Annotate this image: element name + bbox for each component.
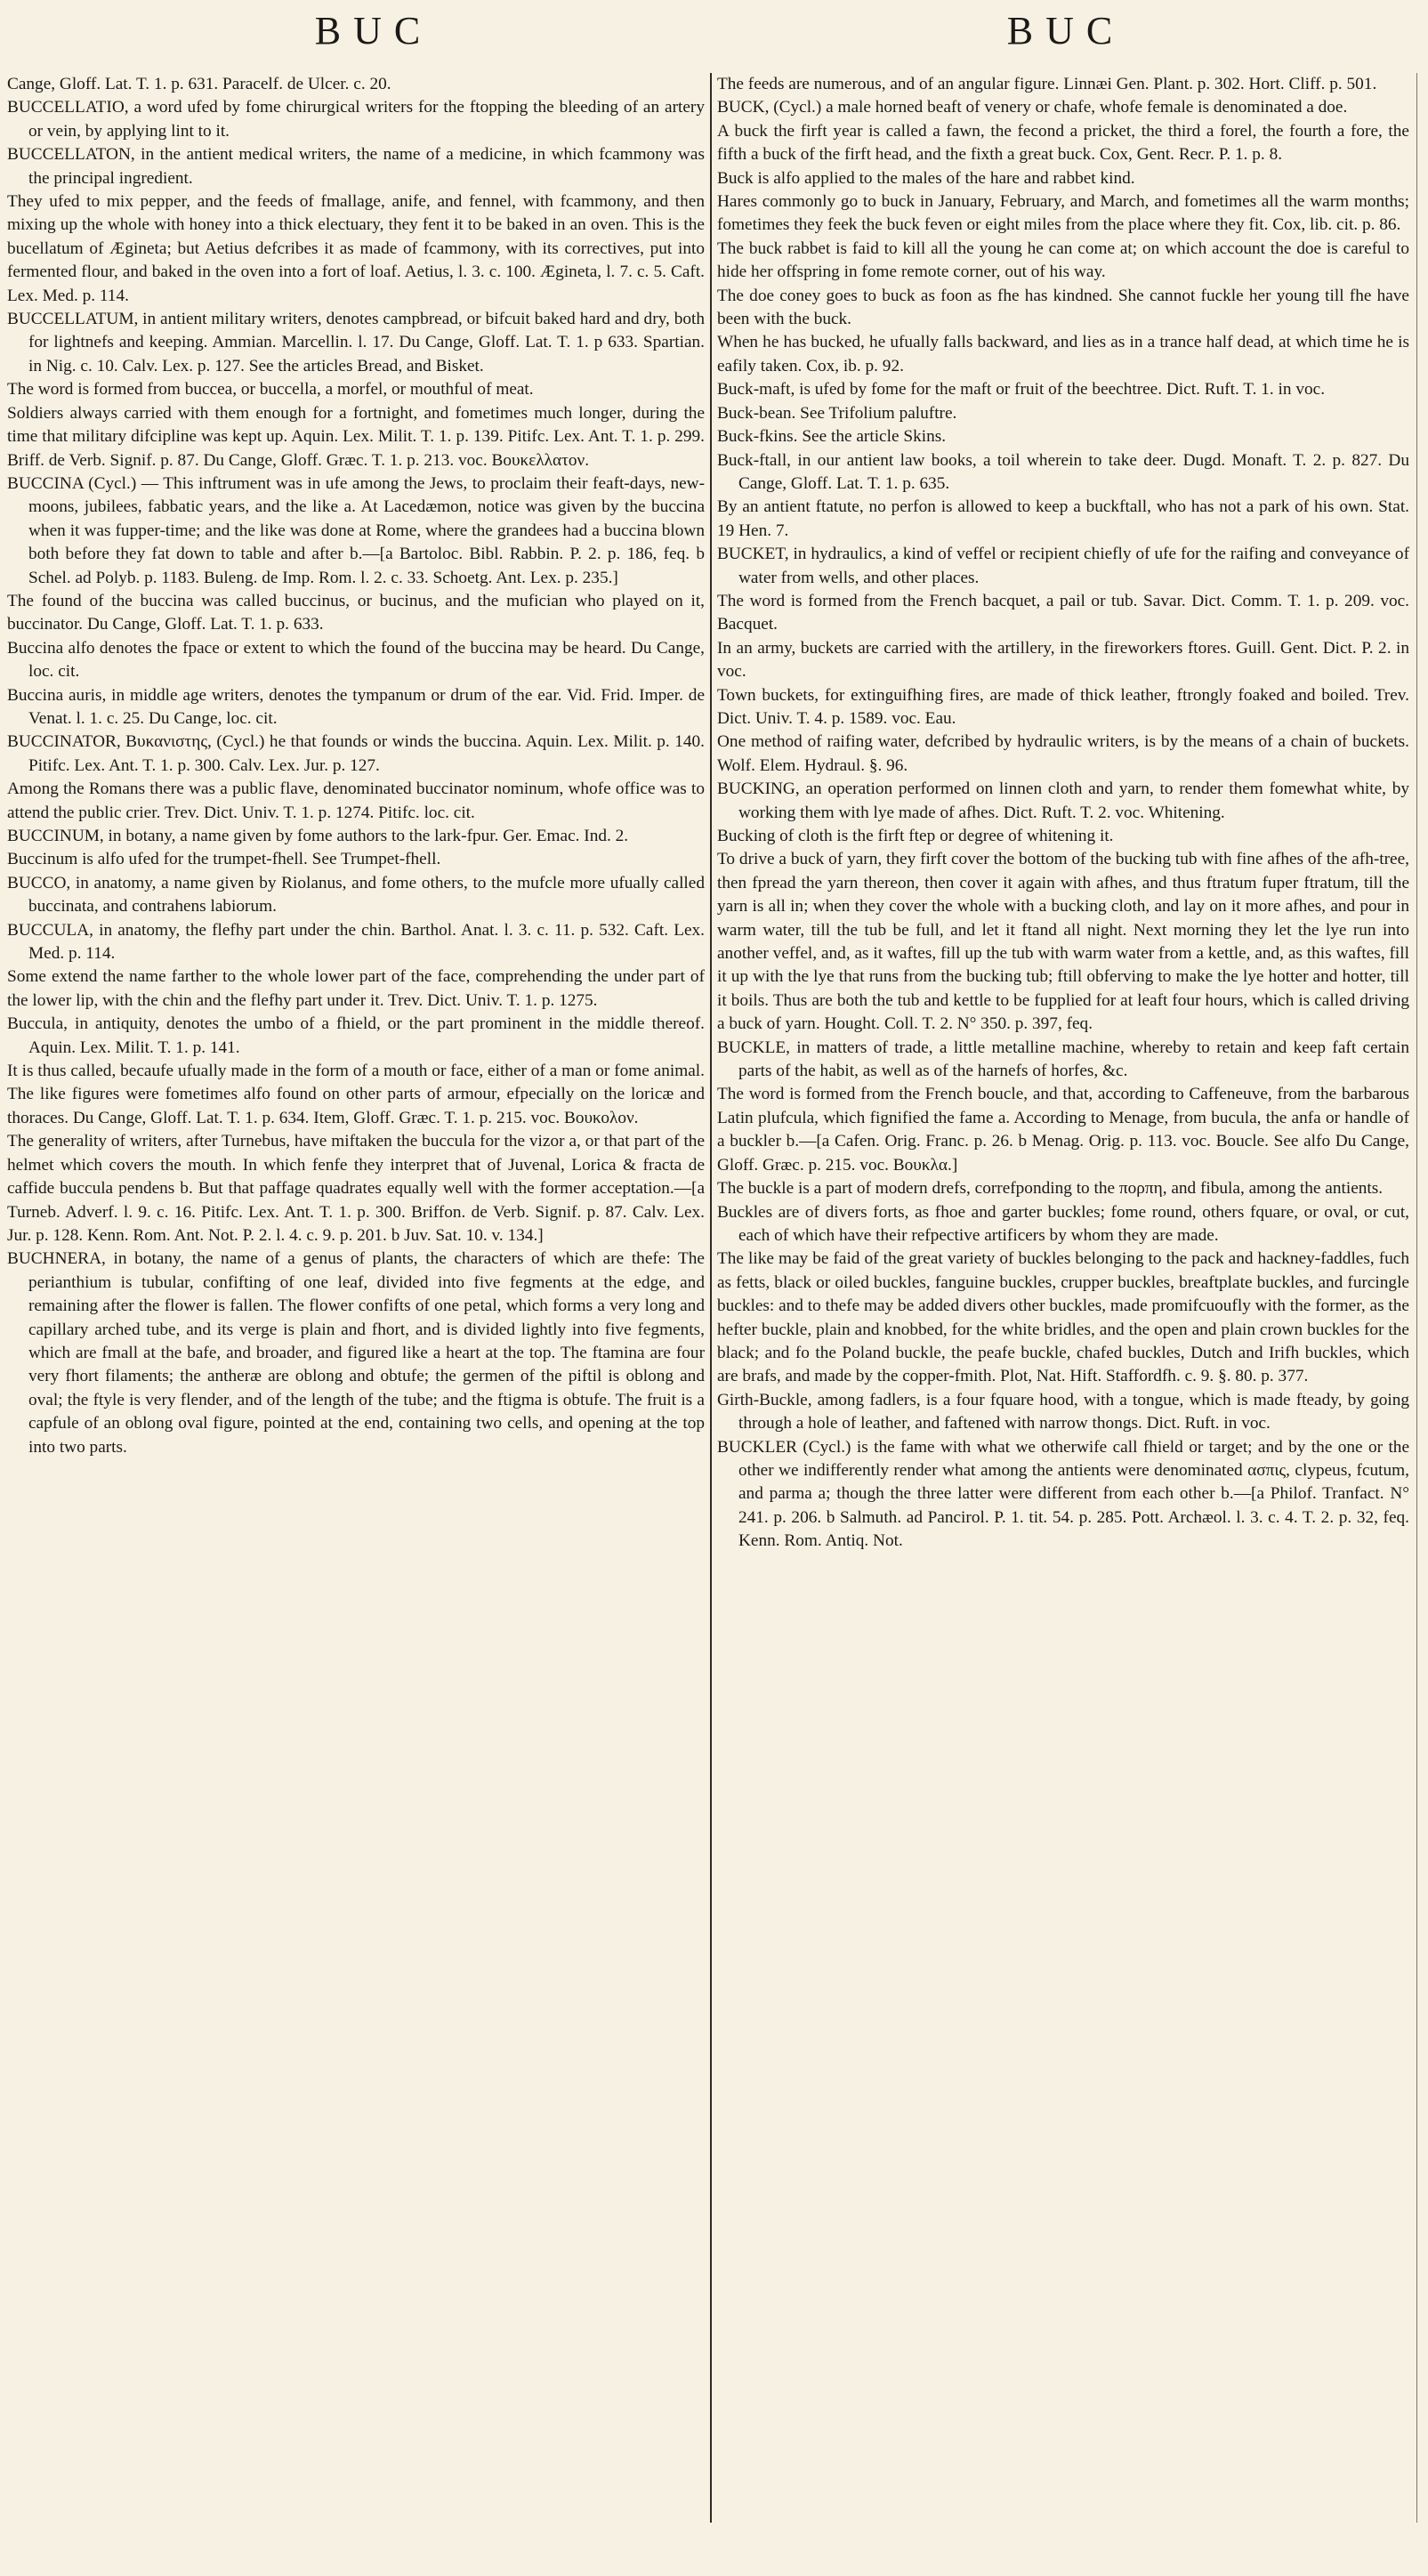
entry-paragraph: Hares commonly go to buck in January, February, and March, and fometimes all the warm months; fometimes they feek the buck feven or eight miles from the place where they fit. Cox, lib. cit. p. 86. <box>717 192 1409 235</box>
entry-paragraph: Among the Romans there was a public flave, denominated buccinator nominum, whofe office was to attend the public crier. Trev. Dict. Univ. T. 1. p. 1274. Pitifc. loc. cit. <box>7 779 705 822</box>
entry-paragraph: BUCCELLATIO, a word ufed by fome chirurgical writers for the ftopping the bleeding of an artery or vein, by applying lint to it. <box>7 98 705 141</box>
left-column <box>7 73 705 2558</box>
entry-paragraph: In an army, buckets are carried with the artillery, in the fireworkers ftores. Guill. Gent. Dict. P. 2. in voc. <box>717 638 1409 682</box>
entry-paragraph: Girth-Buckle, among fadlers, is a four fquare hood, with a tongue, which is made fteady, by going through a hole of leather, and faftened with narrow thongs. Dict. Ruft. in voc. <box>717 1390 1409 1433</box>
entry-paragraph: The buck rabbet is faid to kill all the young he can come at; on which account the doe is careful to hide her offspring in fome remote corner, out of his way. <box>717 238 1409 282</box>
entry-paragraph: Buck-maft, is ufed by fome for the maft or fruit of the beechtree. Dict. Ruft. T. 1. in voc. <box>717 380 1326 400</box>
entry-paragraph: Buck-fkins. See the article Skins. <box>717 427 947 447</box>
entry-paragraph: Soldiers always carried with them enough for a fortnight, and fometimes much longer, during the time that military difcipline was kept up. Aquin. Lex. Milit. T. 1. p. 139. Pitifc. Lex. Ant. T. 1. p. 299. Briff. de Verb. Signif. p. 87. Du Cange, Gloff. Græc. T. 1. p. 213. voc. Βουκελλατον. <box>7 403 705 470</box>
entry-paragraph: BUCCINATOR, Βυκανιστης, (Cycl.) he that founds or winds the buccina. Aquin. Lex. Milit. p. 140. Pitifc. Lex. Ant. T. 1. p. 300. Calv. Lex. Jur. p. 127. <box>7 732 705 775</box>
entry-paragraph: BUCCINUM, in botany, a name given by fome authors to the lark-fpur. Ger. Emac. Ind. 2. <box>7 827 629 845</box>
entry-paragraph: The generality of writers, after Turnebus, have miftaken the buccula for the vizor a, or that part of the helmet which covers the mouth. In which fenfe they interpret that of Juvenal, Lorica & fracta de caffide buccula pendens b. But that paffage quadrates equally well with the former acceptation.—[a Turneb. Adverf. l. 9. c. 16. Pitifc. Lex. Ant. T. 1. p. 300. Briffon. de Verb. Signif. p. 87. Calv. Lex. Jur. p. 128. Kenn. Rom. Ant. Not. P. 2. l. 4. c. 9. p. 201. b Juv. Sat. 10. v. 134.] <box>7 1132 705 1245</box>
entry-paragraph: Buccinum is alfo ufed for the trumpet-fhell. See Trumpet-fhell. <box>7 850 441 869</box>
column-divider <box>710 73 712 2523</box>
entry-paragraph: BUCCULA, in anatomy, the flefhy part under the chin. Barthol. Anat. l. 3. c. 11. p. 532. Caft. Lex. Med. p. 114. <box>7 920 705 964</box>
entry-paragraph: It is thus called, becaufe ufually made in the form of a mouth or face, either of a man or fome animal. The like figures were fometimes alfo found on other parts of armour, efpecially on the loricæ and thoraces. Du Cange, Gloff. Lat. T. 1. p. 634. Item, Gloff. Græc. T. 1. p. 215. voc. Βουκολον. <box>7 1062 705 1127</box>
entry-paragraph: By an antient ftatute, no perfon is allowed to keep a buckftall, who has not a park of his own. Stat. 19 Hen. 7. <box>717 497 1409 540</box>
entry-paragraph: They ufed to mix pepper, and the feeds of fmallage, anife, and fennel, with fcammony, and then mixing up the whole with honey into a thick electuary, they fent it to be baked in an oven. This is the bucellatum of Ægineta; but Aetius defcribes it as made of fcammony, with its correctives, put into fermented flour, and baked in the oven into a fort of loaf. Aetius, l. 3. c. 100. Ægineta, l. 7. c. 5. Caft. Lex. Med. p. 114. <box>7 192 705 305</box>
entry-paragraph: BUCCELLATON, in the antient medical writers, the name of a medicine, in which fcammony was the principal ingredient. <box>7 145 705 188</box>
entry-paragraph: One method of raifing water, defcribed by hydraulic writers, is by the means of a chain of buckets. Wolf. Elem. Hydraul. §. 96. <box>717 732 1409 775</box>
entry-paragraph: The doe coney goes to buck as foon as fhe has kindned. She cannot fuckle her young till fhe have been with the buck. <box>717 286 1409 329</box>
entry-paragraph: Town buckets, for extinguifhing fires, are made of thick leather, ftrongly foaked and boiled. Trev. Dict. Univ. T. 4. p. 1589. voc. Eau. <box>717 685 1409 728</box>
entry-paragraph: Buccula, in antiquity, denotes the umbo of a fhield, or the part prominent in the middle thereof. Aquin. Lex. Milit. T. 1. p. 141. <box>7 1014 705 1057</box>
entry-paragraph: Buck-ftall, in our antient law books, a toil wherein to take deer. Dugd. Monaft. T. 2. p. 827. Du Cange, Gloff. Lat. T. 1. p. 635. <box>717 450 1409 493</box>
entry-paragraph: Cange, Gloff. Lat. T. 1. p. 631. Paracelf. de Ulcer. c. 20. <box>7 75 391 93</box>
entry-paragraph: Buck is alfo applied to the males of the hare and rabbet kind. <box>717 168 1135 188</box>
entry-paragraph: The feeds are numerous, and of an angular figure. Linnæi Gen. Plant. p. 302. Hort. Cliff. p. 501. <box>717 75 1377 93</box>
entry-paragraph: BUCKING, an operation performed on linnen cloth and yarn, to render them fomewhat white, by working them with lye made of afhes. Dict. Ruft. T. 2. voc. Whitening. <box>717 779 1409 822</box>
right-column <box>717 73 1409 2558</box>
entry-paragraph: BUCHNERA, in botany, the name of a genus of plants, the characters of which are thefe: The perianthium is tubular, confifting of one leaf, divided into five fegments at the edge, and remaining after the flower is fallen. The flower confifts of one petal, which forms a very long and capillary arched tube, and its verge is plain and fhort, and is divided lightly into five fegments, which are fmall at the bafe, and broader, and figured like a heart at the top. The ftamina are four very fhort filaments; the antheræ are oblong and obtufe; the germen of the piftil is oblong and oval; the ftyle is very flender, and of the length of the tube; and the ftigma is obtufe. The fruit is a capfule of an oblong oval figure, pointed at the end, containing two cells, and opening at the top into two parts. <box>7 1249 705 1457</box>
entry-paragraph: Some extend the name farther to the whole lower part of the face, comprehending the under part of the lower lip, with the chin and the flefhy part under it. Trev. Dict. Univ. T. 1. p. 1275. <box>7 967 705 1010</box>
entry-paragraph: A buck the firft year is called a fawn, the fecond a pricket, the third a forel, the fourth a fore, the fifth a buck of the firft head, and the fixth a great buck. Cox, Gent. Recr. P. 1. p. 8. <box>717 121 1409 165</box>
entry-paragraph: BUCCELLATUM, in antient military writers, denotes campbread, or bifcuit baked hard and dry, both for lightnefs and keeping. Ammian. Marcellin. l. 17. Du Cange, Gloff. Lat. T. 1. p 633. Spartian. in Nig. c. 10. Calv. Lex. p. 127. See the articles Bread, and Bisket. <box>7 310 705 375</box>
entry-paragraph: The like may be faid of the great variety of buckles belonging to the pack and hackney-faddles, fuch as fetts, black or oiled buckles, fanguine buckles, crupper buckles, breaftplate buckles, and furcingle buckles: and to thefe may be added divers other buckles, made promifcuoufly with the former, as the hefter buckle, plain and knobbed, for the white bridles, and the open and plain crown buckles for the black; and fo the Poland buckle, the peafe buckle, chafed buckles, Dutch and Irifh buckles, which are brafs, and made by the copper-fmith. Plot, Nat. Hift. Staffordfh. c. 9. §. 80. p. 377. <box>717 1249 1409 1386</box>
entry-paragraph: BUCKLE, in matters of trade, a little metalline machine, whereby to retain and keep faft certain parts of the habit, as well as of the harnefs of horfes, &c. <box>717 1038 1409 1081</box>
running-head-right: BUC <box>1006 9 1125 52</box>
entry-paragraph: BUCCINA (Cycl.) — This inftrument was in ufe among the Jews, to proclaim their feaft-days, new-moons, jubilees, fabbatic years, and the like a. At Lacedæmon, notice was given by the buccina when it was fupper-time; and the like was done at Rome, where the grandees had a buccina blown both before they fat down to table and after b.—[a Bartoloc. Bibl. Rabbin. P. 2. p. 186, feq. b Schel. ad Polyb. p. 1183. Buleng. de Imp. Rom. l. 2. c. 33. Schoetg. Ant. Lex. p. 235.] <box>7 473 705 587</box>
entry-paragraph: Buck-bean. See Trifolium paluftre. <box>717 403 957 423</box>
entry-paragraph: The found of the buccina was called buccinus, or bucinus, and the mufician who played on it, buccinator. Du Cange, Gloff. Lat. T. 1. p. 633. <box>7 591 705 634</box>
entry-paragraph: Bucking of cloth is the firft ftep or degree of whitening it. <box>717 827 1114 845</box>
entry-paragraph: The word is formed from the French bacquet, a pail or tub. Savar. Dict. Comm. T. 1. p. 209. voc. Bacquet. <box>717 591 1409 634</box>
entry-paragraph: To drive a buck of yarn, they firft cover the bottom of the bucking tub with fine afhes of the afh-tree, then fpread the yarn thereon, then cover it again with afhes, and thus ftratum fuper ftratum, till the yarn is all in; when they cover the whole with a bucking cloth, and lay on it more afhes, and pour in warm water, till the tub be full, and let it ftand all night. Next morning they let the lye run into another veffel, and, as it waftes, fill up the tub with warm water from a kettle, and, as this waftes, fill it up with the lye that runs from the bucking tub; ftill obferving to make the lye hotter and hotter, till it boils. Thus are both the tub and kettle to be fupplied for at leaft four hours, which is called driving a buck of yarn. Hought. Coll. T. 2. N° 350. p. 397, feq. <box>717 850 1409 1034</box>
entry-paragraph: The buckle is a part of modern drefs, correfponding to the πορπη, and fibula, among the antients. <box>717 1179 1384 1199</box>
right-margin-rule <box>1416 73 1417 2523</box>
entry-paragraph: The word is formed from the French boucle, and that, according to Caffeneuve, from the barbarous Latin plufcula, which fignified the fame a. According to Menage, from bucula, the anfa or handle of a buckler b.—[a Cafen. Orig. Franc. p. 26. b Menag. Orig. p. 113. voc. Boucle. See alfo Du Cange, Gloff. Græc. p. 215. voc. Βουκλα.] <box>717 1085 1409 1175</box>
entry-paragraph: BUCK, (Cycl.) a male horned beaft of venery or chafe, whofe female is denominated a doe. <box>717 98 1348 117</box>
entry-paragraph: BUCKET, in hydraulics, a kind of veffel or recipient chiefly of ufe for the raifing and conveyance of water from wells, and other places. <box>717 545 1409 587</box>
running-head-left: BUC <box>314 9 433 52</box>
entry-paragraph: Buccina auris, in middle age writers, denotes the tympanum or drum of the ear. Vid. Frid. Imper. de Venat. l. 1. c. 25. Du Cange, loc. cit. <box>7 685 705 728</box>
entry-paragraph: When he has bucked, he ufually falls backward, and lies as in a trance half dead, at which time he is eafily taken. Cox, ib. p. 92. <box>717 333 1409 375</box>
entry-paragraph: BUCKLER (Cycl.) is the fame with what we otherwife call fhield or target; and by the one or the other we indifferently render what among the antients were denominated ασπις, clypeus, fcutum, and parma a; though the three latter were different from each other b.—[a Philof. Tranfact. N° 241. p. 206. b Salmuth. ad Pancirol. P. 1. tit. 54. p. 285. Pott. Archæol. l. 3. c. 4. T. 2. p. 32, feq. Kenn. Rom. Antiq. Not. <box>717 1437 1409 1551</box>
entry-paragraph: Buckles are of divers forts, as fhoe and garter buckles; fome round, others fquare, or oval, or cut, each of which have their refpective artificers by whom they are made. <box>717 1202 1409 1245</box>
entry-paragraph: The word is formed from buccea, or buccella, a morfel, or mouthful of meat. <box>7 380 534 400</box>
entry-paragraph: BUCCO, in anatomy, a name given by Riolanus, and fome others, to the mufcle more ufually called buccinata, and contrahens labiorum. <box>7 873 705 917</box>
entry-paragraph: Buccina alfo denotes the fpace or extent to which the found of the buccina may be heard. Du Cange, loc. cit. <box>7 638 705 682</box>
